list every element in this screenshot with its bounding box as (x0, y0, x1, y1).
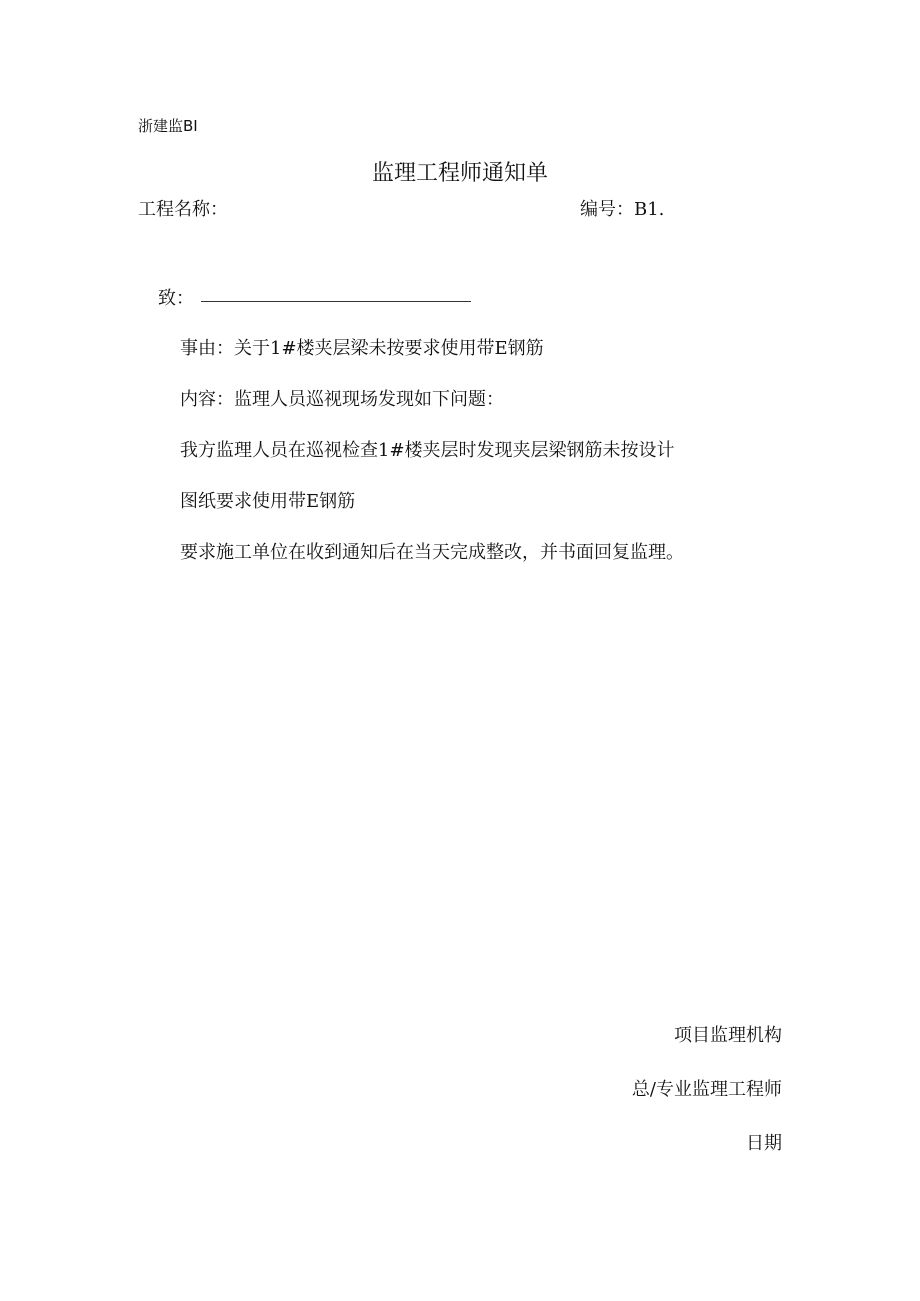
recipient-blank-line (201, 301, 471, 302)
serial-number-label: 编号：B1. (580, 199, 665, 220)
requirement-line: 要求施工单位在收到通知后在当天完成整改，并书面回复监理。 (180, 542, 684, 563)
date-label: 日期 (746, 1133, 782, 1154)
supervision-organization: 项目监理机构 (674, 1025, 782, 1046)
content-line-2: 图纸要求使用带E钢筋 (180, 491, 356, 512)
supervising-engineer: 总/专业监理工程师 (631, 1079, 782, 1100)
recipient-label: 致： (158, 288, 194, 309)
content-line-1: 我方监理人员在巡视检查1#楼夹层时发现夹层梁钢筋未按设计 (180, 440, 675, 461)
form-code: 浙建监BI (138, 117, 198, 135)
content-heading: 内容：监理人员巡视现场发现如下问题： (180, 389, 504, 410)
subject-line: 事由：关于1#楼夹层梁未按要求使用带E钢筋 (180, 338, 544, 359)
document-title: 监理工程师通知单 (371, 161, 548, 186)
project-name-label: 工程名称： (138, 199, 228, 220)
